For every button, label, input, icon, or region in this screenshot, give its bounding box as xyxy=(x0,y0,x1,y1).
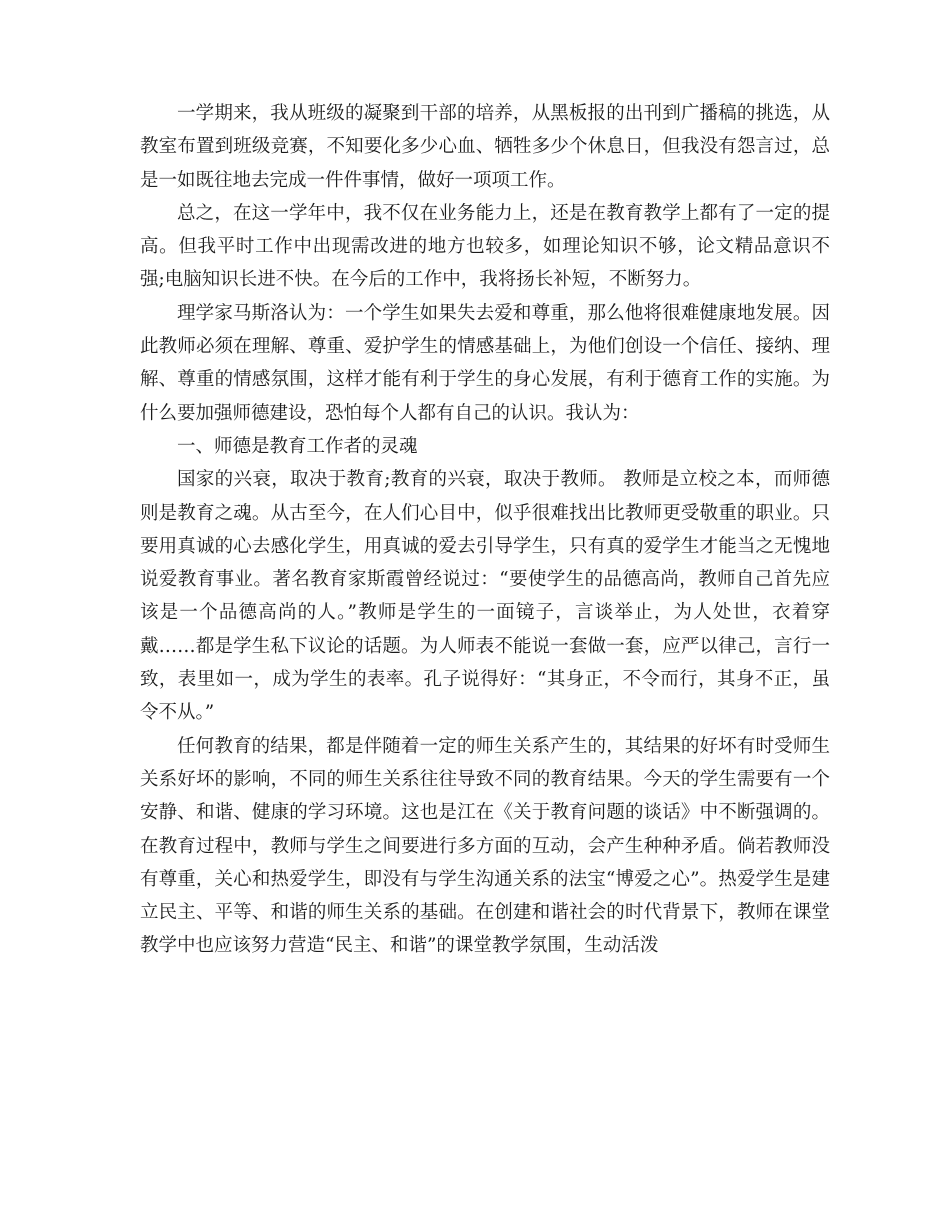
document-body xyxy=(140,97,830,963)
paragraph-teacher-student-relation: 任何教育的结果，都是伴随着一定的师生关系产生的，其结果的好坏有时受师生关系好坏的影响，不同的师生关系往往导致不同的教育结果。今天的学生需要有一个安静、和谐、健康的学习环境。这也是江在《关于教育问题的谈话》中不断强调的。在教育过程中，教师与学生之间要进行多方面的互动，会产生种种矛盾。倘若教师没有尊重，关心和热爱学生，即没有与学生沟通关系的法宝“博爱之心”。热爱学生是建立民主、平等、和谐的师生关系的基础。在创建和谐社会的时代背景下，教师在课堂教学中也应该努力营造“民主、和谐”的课堂教学氛围，生动活泼 xyxy=(140,735,830,957)
paragraph-summary: 总之，在这一学年中，我不仅在业务能力上，还是在教育教学上都有了一定的提高。但我平时工作中出现需改进的地方也较多，如理论知识不够，论文精品意识不强;电脑知识长进不快。在今后的工作中，我将扬长补短，不断努力。 xyxy=(140,202,830,291)
section-heading-teacher-ethics: 一、师德是教育工作者的灵魂 xyxy=(177,435,418,457)
paragraph-nation-education: 国家的兴衰，取决于教育;教育的兴衰，取决于教师。 教师是立校之本，而师德则是教育之魂。从古至今，在人们心目中，似乎很难找出比教师更受敬重的职业。只要用真诚的心去感化学生，用真诚的爱去引导学生，只有真的爱学生才能当之无愧地说爱教育事业。著名教育家斯霞曾经说过：“要使学生的品德高尚，教师自己首先应该是一个品德高尚的人。”教师是学生的一面镜子，言谈举止，为人处世，衣着穿戴……都是学生私下议论的话题。为人师表不能说一套做一套，应严以律己，言行一致，表里如一，成为学生的表率。孔子说得好：“其身正，不令而行，其身不正，虽令不从。” xyxy=(140,469,830,724)
paragraph-maslow: 理学家马斯洛认为：一个学生如果失去爱和尊重，那么他将很难健康地发展。因此教师必须在理解、尊重、爱护学生的情感基础上，为他们创设一个信任、接纳、理解、尊重的情感氛围，这样才能有利于学生的身心发展，有利于德育工作的实施。为什么要加强师德建设，恐怕每个人都有自己的认识。我认为： xyxy=(140,302,830,424)
paragraph-semester-work: 一学期来，我从班级的凝聚到干部的培养，从黑板报的出刊到广播稿的挑选，从教室布置到班级竞赛，不知要化多少心血、牺牲多少个休息日，但我没有怨言过，总是一如既往地去完成一件件事情，做好一项项工作。 xyxy=(140,103,830,191)
